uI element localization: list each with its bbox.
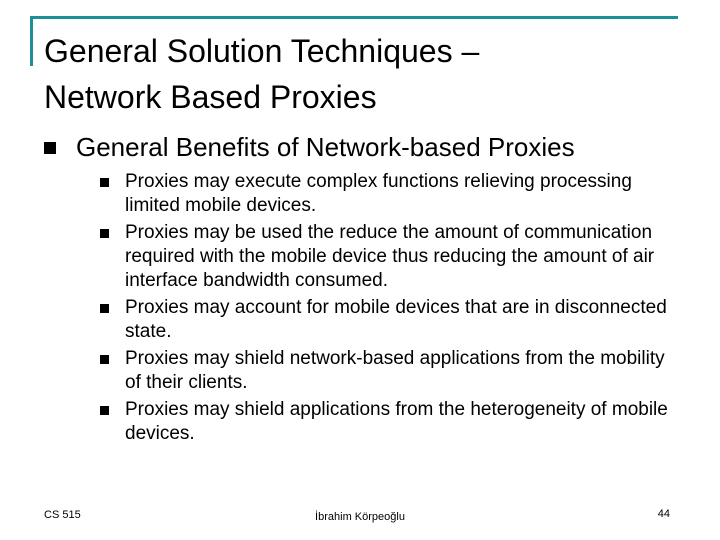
benefits-list — [100, 170, 680, 449]
level1-bullet — [44, 130, 575, 164]
title-line-1: General Solution Techniques – — [44, 33, 480, 69]
footer-author: İbrahim Körpeoğlu — [315, 511, 405, 523]
list-item-text: Proxies may execute complex functions relieving processing limited mobile devices. — [125, 171, 632, 216]
title-frame-top — [30, 16, 678, 19]
list-item — [100, 221, 680, 293]
square-bullet-icon — [44, 142, 56, 154]
square-bullet-icon — [100, 406, 109, 415]
title-line-2: Network Based Proxies — [44, 79, 377, 115]
list-item-text: Proxies may be used the reduce the amount of communication required with the mobile device thus reducing the amount of air interface bandwidth consumed. — [125, 222, 655, 291]
list-item-text: Proxies may account for mobile devices that are in disconnected state. — [125, 297, 667, 342]
list-item — [100, 170, 680, 218]
list-item-text: Proxies may shield applications from the heterogeneity of mobile devices. — [125, 399, 668, 444]
square-bullet-icon — [100, 229, 109, 238]
square-bullet-icon — [100, 304, 109, 313]
square-bullet-icon — [100, 355, 109, 364]
list-item-text: Proxies may shield network-based applications from the mobility of their clients. — [125, 348, 665, 393]
slide-title — [44, 28, 684, 120]
list-item — [100, 296, 680, 344]
title-frame-left — [30, 16, 33, 66]
level1-text: General Benefits of Network-based Proxies — [76, 132, 575, 162]
list-item — [100, 398, 680, 446]
footer-page-number: 44 — [657, 508, 670, 520]
square-bullet-icon — [100, 178, 109, 187]
footer-course: CS 515 — [44, 509, 81, 521]
list-item — [100, 347, 680, 395]
